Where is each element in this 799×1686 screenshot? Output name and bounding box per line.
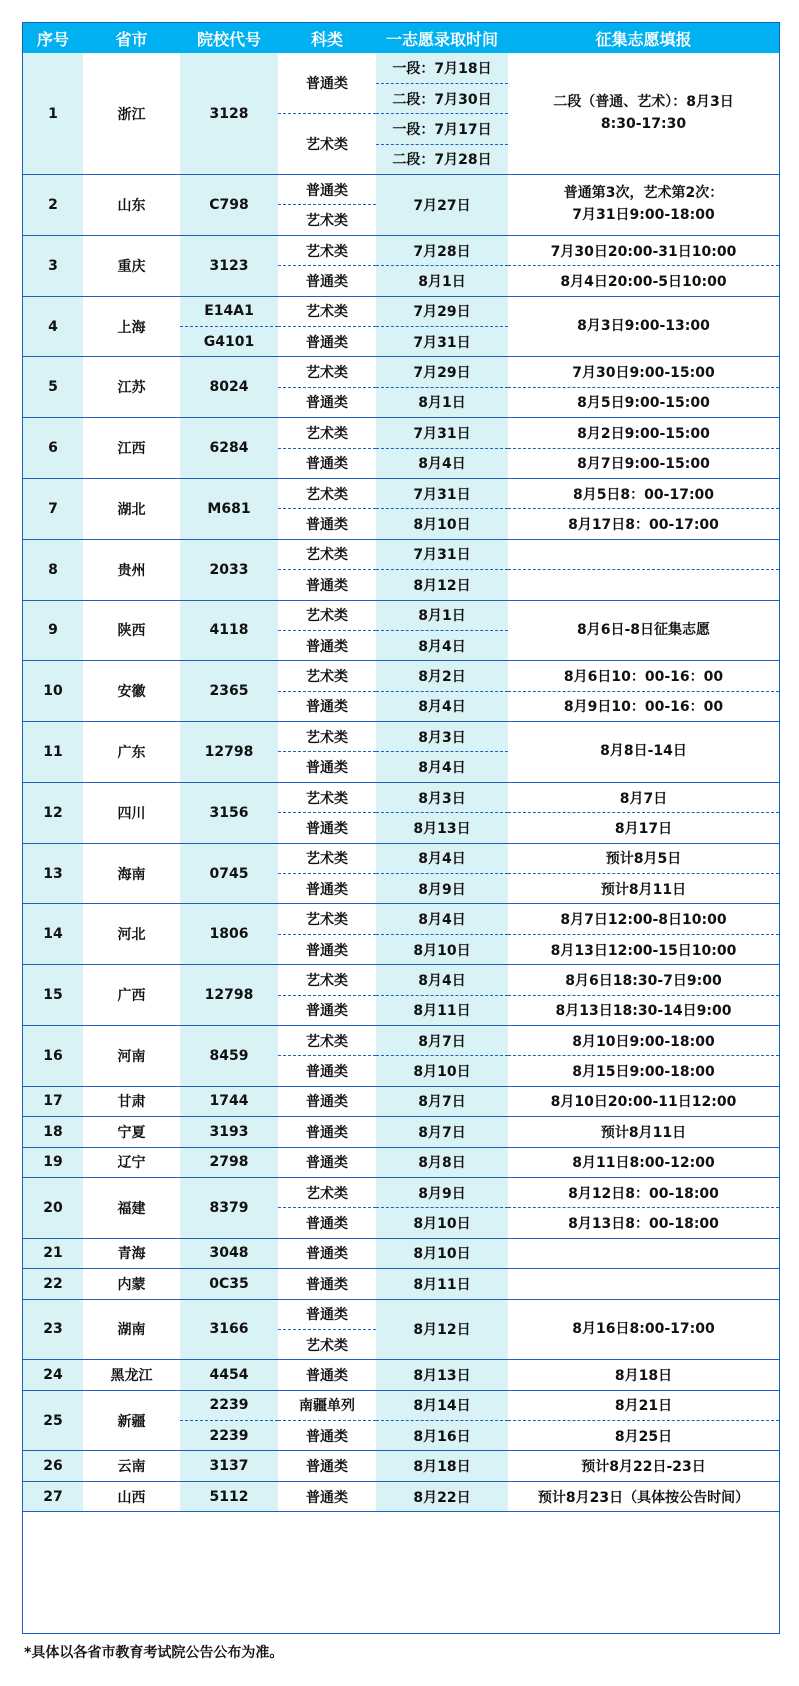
cell-school-code: 3123: [180, 235, 278, 296]
table-row: [23, 600, 779, 630]
cell-category: 艺术类: [278, 843, 376, 873]
cell-supplementary: 8月9日10：00-16：00: [508, 691, 779, 721]
cell-index: 6: [23, 418, 83, 479]
table-row: [23, 296, 779, 326]
table-row: [23, 1086, 779, 1116]
cell-category: 普通类: [278, 387, 376, 417]
cell-index: 11: [23, 722, 83, 783]
cell-province: 贵州: [83, 539, 180, 600]
cell-supplementary: 预计8月23日（具体按公告时间）: [508, 1481, 779, 1511]
cell-category: 普通类: [278, 1208, 376, 1238]
cell-province: 海南: [83, 843, 180, 904]
cell-category: 普通类: [278, 1481, 376, 1511]
cell-province: 甘肃: [83, 1086, 180, 1116]
cell-category: 普通类: [278, 630, 376, 660]
footnote: *具体以各省市教育考试院公告公布为准。: [24, 1645, 284, 1661]
cell-index: 25: [23, 1390, 83, 1451]
cell-first-choice-date: 7月31日: [376, 327, 508, 357]
cell-index: 24: [23, 1360, 83, 1390]
cell-supplementary: 8月12日8：00-18:00: [508, 1177, 779, 1207]
cell-index: 27: [23, 1481, 83, 1511]
supplementary-line: 8月16日8:00-17:00: [572, 1320, 715, 1337]
cell-school-code: 2239: [180, 1421, 278, 1451]
cell-first-choice-date: 7月31日: [376, 478, 508, 508]
cell-supplementary: 8月5日8：00-17:00: [508, 478, 779, 508]
cell-school-code: G4101: [180, 327, 278, 357]
cell-first-choice-date: 8月10日: [376, 1208, 508, 1238]
cell-category: 普通类: [278, 1117, 376, 1147]
cell-school-code: M681: [180, 478, 278, 539]
cell-first-choice-date: 8月12日: [376, 1299, 508, 1360]
cell-first-choice-date: 8月22日: [376, 1481, 508, 1511]
cell-supplementary: 8月10日20:00-11日12:00: [508, 1086, 779, 1116]
cell-supplementary: [508, 1238, 779, 1268]
cell-province: 宁夏: [83, 1117, 180, 1147]
cell-supplementary: [508, 53, 779, 175]
cell-first-choice-date: 8月12日: [376, 570, 508, 600]
cell-category: 普通类: [278, 1421, 376, 1451]
supplementary-line: 8月3日9:00-13:00: [577, 317, 710, 334]
cell-first-choice-date: 8月10日: [376, 509, 508, 539]
cell-first-choice-date: 8月11日: [376, 1269, 508, 1299]
cell-supplementary: 7月30日9:00-15:00: [508, 357, 779, 387]
cell-index: 15: [23, 965, 83, 1026]
cell-first-choice-date: 7月28日: [376, 235, 508, 265]
cell-province: 江苏: [83, 357, 180, 418]
cell-category: 普通类: [278, 1269, 376, 1299]
cell-supplementary: 8月2日9:00-15:00: [508, 418, 779, 448]
cell-category: 普通类: [278, 509, 376, 539]
cell-first-choice-date: 7月27日: [376, 175, 508, 236]
cell-category: 普通类: [278, 995, 376, 1025]
cell-category: 普通类: [278, 1238, 376, 1268]
cell-supplementary: 8月10日9:00-18:00: [508, 1026, 779, 1056]
supplementary-line: 7月31日9:00-18:00: [572, 206, 715, 223]
cell-category: 艺术类: [278, 782, 376, 812]
cell-supplementary: 8月17日8：00-17:00: [508, 509, 779, 539]
cell-category: 艺术类: [278, 478, 376, 508]
header-first-choice-date: 一志愿录取时间: [376, 23, 508, 53]
cell-category: 艺术类: [278, 418, 376, 448]
cell-index: 5: [23, 357, 83, 418]
cell-supplementary: [508, 1269, 779, 1299]
cell-first-choice-date: 7月29日: [376, 296, 508, 326]
cell-school-code: 3137: [180, 1451, 278, 1481]
cell-index: 8: [23, 539, 83, 600]
table-row: [23, 1147, 779, 1177]
cell-category: 艺术类: [278, 357, 376, 387]
cell-supplementary: 8月6日18:30-7日9:00: [508, 965, 779, 995]
cell-school-code: 8379: [180, 1177, 278, 1238]
table-row: [23, 782, 779, 812]
cell-school-code: 3156: [180, 782, 278, 843]
cell-school-code: 12798: [180, 722, 278, 783]
cell-first-choice-date: 8月18日: [376, 1451, 508, 1481]
cell-category: 艺术类: [278, 1329, 376, 1359]
cell-supplementary: 8月21日: [508, 1390, 779, 1420]
cell-index: 7: [23, 478, 83, 539]
table-row: [23, 1481, 779, 1511]
cell-category: 普通类: [278, 175, 376, 205]
supplementary-line: 普通第3次，艺术第2次：: [563, 185, 724, 202]
cell-first-choice-date: 8月2日: [376, 661, 508, 691]
cell-supplementary: 8月7日9:00-15:00: [508, 448, 779, 478]
cell-school-code: 0745: [180, 843, 278, 904]
table-row: [23, 904, 779, 934]
cell-category: 普通类: [278, 266, 376, 296]
cell-supplementary: 8月15日9:00-18:00: [508, 1056, 779, 1086]
cell-school-code: C798: [180, 175, 278, 236]
cell-category: 艺术类: [278, 1177, 376, 1207]
table-row: [23, 1269, 779, 1299]
cell-school-code: 3166: [180, 1299, 278, 1360]
cell-first-choice-date: 8月3日: [376, 722, 508, 752]
cell-school-code: 12798: [180, 965, 278, 1026]
cell-school-code: E14A1: [180, 296, 278, 326]
cell-supplementary: 8月25日: [508, 1421, 779, 1451]
cell-supplementary: 8月17日: [508, 813, 779, 843]
cell-supplementary: 8月7日12:00-8日10:00: [508, 904, 779, 934]
cell-supplementary: 预计8月11日: [508, 1117, 779, 1147]
cell-province: 广东: [83, 722, 180, 783]
cell-index: 9: [23, 600, 83, 661]
cell-supplementary: [508, 570, 779, 600]
cell-first-choice-date: 8月4日: [376, 965, 508, 995]
cell-first-choice-date: 8月4日: [376, 752, 508, 782]
cell-index: 10: [23, 661, 83, 722]
cell-supplementary: 8月11日8:00-12:00: [508, 1147, 779, 1177]
cell-supplementary: 8月13日8：00-18:00: [508, 1208, 779, 1238]
table-row: [23, 53, 779, 83]
table-row: [23, 1177, 779, 1207]
cell-supplementary: [508, 600, 779, 661]
cell-category: 艺术类: [278, 965, 376, 995]
cell-first-choice-date: 8月10日: [376, 1056, 508, 1086]
header-school-code: 院校代号: [180, 23, 278, 53]
cell-first-choice-date: 8月10日: [376, 934, 508, 964]
cell-first-choice-date: 8月4日: [376, 904, 508, 934]
cell-category: 普通类: [278, 1086, 376, 1116]
cell-school-code: 4454: [180, 1360, 278, 1390]
cell-category: 普通类: [278, 448, 376, 478]
table-row: [23, 235, 779, 265]
cell-supplementary: 预计8月5日: [508, 843, 779, 873]
cell-category: 艺术类: [278, 661, 376, 691]
cell-school-code: 8459: [180, 1026, 278, 1087]
cell-supplementary: 8月13日12:00-15日10:00: [508, 934, 779, 964]
cell-supplementary: 预计8月22日-23日: [508, 1451, 779, 1481]
cell-province: 山西: [83, 1481, 180, 1511]
cell-school-code: 1744: [180, 1086, 278, 1116]
cell-province: 青海: [83, 1238, 180, 1268]
cell-first-choice-date: 8月4日: [376, 843, 508, 873]
cell-first-choice-date: 7月31日: [376, 418, 508, 448]
cell-first-choice-date: 7月31日: [376, 539, 508, 569]
cell-school-code: 4118: [180, 600, 278, 661]
cell-first-choice-date: 二段：7月30日: [376, 83, 508, 113]
cell-index: 12: [23, 782, 83, 843]
cell-category: 普通类: [278, 874, 376, 904]
cell-index: 4: [23, 296, 83, 357]
cell-school-code: 2365: [180, 661, 278, 722]
cell-index: 26: [23, 1451, 83, 1481]
cell-province: 重庆: [83, 235, 180, 296]
cell-supplementary: 预计8月11日: [508, 874, 779, 904]
cell-province: 河北: [83, 904, 180, 965]
cell-province: 浙江: [83, 53, 180, 175]
table-row: [23, 1451, 779, 1481]
cell-category: 艺术类: [278, 205, 376, 235]
cell-supplementary: [508, 296, 779, 357]
cell-supplementary: 7月30日20:00-31日10:00: [508, 235, 779, 265]
cell-first-choice-date: 8月13日: [376, 1360, 508, 1390]
cell-first-choice-date: 8月7日: [376, 1026, 508, 1056]
cell-category: 普通类: [278, 813, 376, 843]
cell-first-choice-date: 8月1日: [376, 600, 508, 630]
cell-first-choice-date: 8月1日: [376, 387, 508, 417]
cell-school-code: 1806: [180, 904, 278, 965]
cell-index: 19: [23, 1147, 83, 1177]
cell-province: 四川: [83, 782, 180, 843]
cell-category: 艺术类: [278, 114, 376, 175]
cell-first-choice-date: 8月16日: [376, 1421, 508, 1451]
cell-category: 艺术类: [278, 1026, 376, 1056]
cell-index: 17: [23, 1086, 83, 1116]
cell-supplementary: 8月13日18:30-14日9:00: [508, 995, 779, 1025]
table-row: [23, 1360, 779, 1390]
cell-school-code: 0C35: [180, 1269, 278, 1299]
cell-supplementary: [508, 1299, 779, 1360]
cell-category: 南疆单列: [278, 1390, 376, 1420]
table-row: [23, 478, 779, 508]
cell-first-choice-date: 8月1日: [376, 266, 508, 296]
cell-school-code: 3193: [180, 1117, 278, 1147]
cell-supplementary: [508, 722, 779, 783]
header-province: 省市: [83, 23, 180, 53]
cell-category: 普通类: [278, 934, 376, 964]
cell-first-choice-date: 8月9日: [376, 1177, 508, 1207]
cell-category: 艺术类: [278, 600, 376, 630]
cell-supplementary: 8月6日10：00-16：00: [508, 661, 779, 691]
table-row: [23, 1299, 779, 1329]
supplementary-line: 二段（普通、艺术）：8月3日: [553, 93, 734, 110]
cell-first-choice-date: 8月13日: [376, 813, 508, 843]
cell-province: 新疆: [83, 1390, 180, 1451]
table-row: [23, 1390, 779, 1420]
cell-category: 普通类: [278, 327, 376, 357]
table-row: [23, 539, 779, 569]
cell-index: 13: [23, 843, 83, 904]
supplementary-line: 8月8日-14日: [600, 743, 687, 760]
cell-category: 普通类: [278, 53, 376, 114]
table-row: [23, 1026, 779, 1056]
supplementary-line: 8:30-17:30: [600, 115, 687, 132]
cell-province: 黑龙江: [83, 1360, 180, 1390]
header-index: 序号: [23, 23, 83, 53]
cell-category: 普通类: [278, 1451, 376, 1481]
table-row: [23, 357, 779, 387]
cell-first-choice-date: 8月11日: [376, 995, 508, 1025]
cell-school-code: 6284: [180, 418, 278, 479]
supplementary-line: 8月6日-8日征集志愿: [576, 621, 711, 638]
cell-category: 普通类: [278, 570, 376, 600]
cell-index: 3: [23, 235, 83, 296]
cell-province: 河南: [83, 1026, 180, 1087]
cell-index: 14: [23, 904, 83, 965]
table-row: [23, 418, 779, 448]
cell-first-choice-date: 8月3日: [376, 782, 508, 812]
cell-first-choice-date: 8月14日: [376, 1390, 508, 1420]
cell-first-choice-date: 8月10日: [376, 1238, 508, 1268]
header-supplementary: 征集志愿填报: [508, 23, 779, 53]
cell-category: 艺术类: [278, 296, 376, 326]
table-row: [23, 661, 779, 691]
cell-province: 内蒙: [83, 1269, 180, 1299]
cell-index: 16: [23, 1026, 83, 1087]
cell-index: 1: [23, 53, 83, 175]
cell-supplementary: 8月7日: [508, 782, 779, 812]
table-row: [23, 1117, 779, 1147]
cell-index: 22: [23, 1269, 83, 1299]
cell-first-choice-date: 8月8日: [376, 1147, 508, 1177]
cell-category: 普通类: [278, 1360, 376, 1390]
cell-index: 18: [23, 1117, 83, 1147]
header-row: [23, 23, 779, 53]
cell-supplementary: 8月18日: [508, 1360, 779, 1390]
cell-category: 普通类: [278, 1299, 376, 1329]
cell-category: 艺术类: [278, 539, 376, 569]
table-row: [23, 1238, 779, 1268]
cell-index: 23: [23, 1299, 83, 1360]
cell-index: 2: [23, 175, 83, 236]
cell-category: 艺术类: [278, 722, 376, 752]
cell-province: 安徽: [83, 661, 180, 722]
cell-province: 江西: [83, 418, 180, 479]
cell-school-code: 2033: [180, 539, 278, 600]
cell-category: 普通类: [278, 752, 376, 782]
cell-supplementary: [508, 175, 779, 236]
cell-province: 广西: [83, 965, 180, 1026]
cell-province: 云南: [83, 1451, 180, 1481]
cell-first-choice-date: 8月9日: [376, 874, 508, 904]
cell-school-code: 5112: [180, 1481, 278, 1511]
cell-first-choice-date: 8月7日: [376, 1086, 508, 1116]
cell-province: 上海: [83, 296, 180, 357]
cell-supplementary: [508, 539, 779, 569]
cell-supplementary: 8月5日9:00-15:00: [508, 387, 779, 417]
cell-province: 山东: [83, 175, 180, 236]
cell-province: 福建: [83, 1177, 180, 1238]
cell-school-code: 3128: [180, 53, 278, 175]
cell-province: 辽宁: [83, 1147, 180, 1177]
table-row: [23, 843, 779, 873]
cell-category: 普通类: [278, 1056, 376, 1086]
cell-category: 普通类: [278, 691, 376, 721]
cell-school-code: 2239: [180, 1390, 278, 1420]
cell-category: 普通类: [278, 1147, 376, 1177]
cell-first-choice-date: 8月7日: [376, 1117, 508, 1147]
cell-first-choice-date: 8月4日: [376, 630, 508, 660]
cell-supplementary: 8月4日20:00-5日10:00: [508, 266, 779, 296]
header-category: 科类: [278, 23, 376, 53]
cell-first-choice-date: 一段：7月18日: [376, 53, 508, 83]
cell-first-choice-date: 7月29日: [376, 357, 508, 387]
table-row: [23, 722, 779, 752]
cell-school-code: 3048: [180, 1238, 278, 1268]
cell-school-code: 8024: [180, 357, 278, 418]
table-row: [23, 965, 779, 995]
cell-school-code: 2798: [180, 1147, 278, 1177]
cell-index: 21: [23, 1238, 83, 1268]
cell-index: 20: [23, 1177, 83, 1238]
cell-first-choice-date: 一段：7月17日: [376, 114, 508, 144]
cell-first-choice-date: 8月4日: [376, 691, 508, 721]
table-row: [23, 175, 779, 205]
cell-province: 湖北: [83, 478, 180, 539]
cell-category: 艺术类: [278, 235, 376, 265]
admission-schedule-table: [23, 23, 779, 1512]
cell-province: 湖南: [83, 1299, 180, 1360]
cell-category: 艺术类: [278, 904, 376, 934]
cell-province: 陕西: [83, 600, 180, 661]
cell-first-choice-date: 8月4日: [376, 448, 508, 478]
cell-first-choice-date: 二段：7月28日: [376, 144, 508, 174]
